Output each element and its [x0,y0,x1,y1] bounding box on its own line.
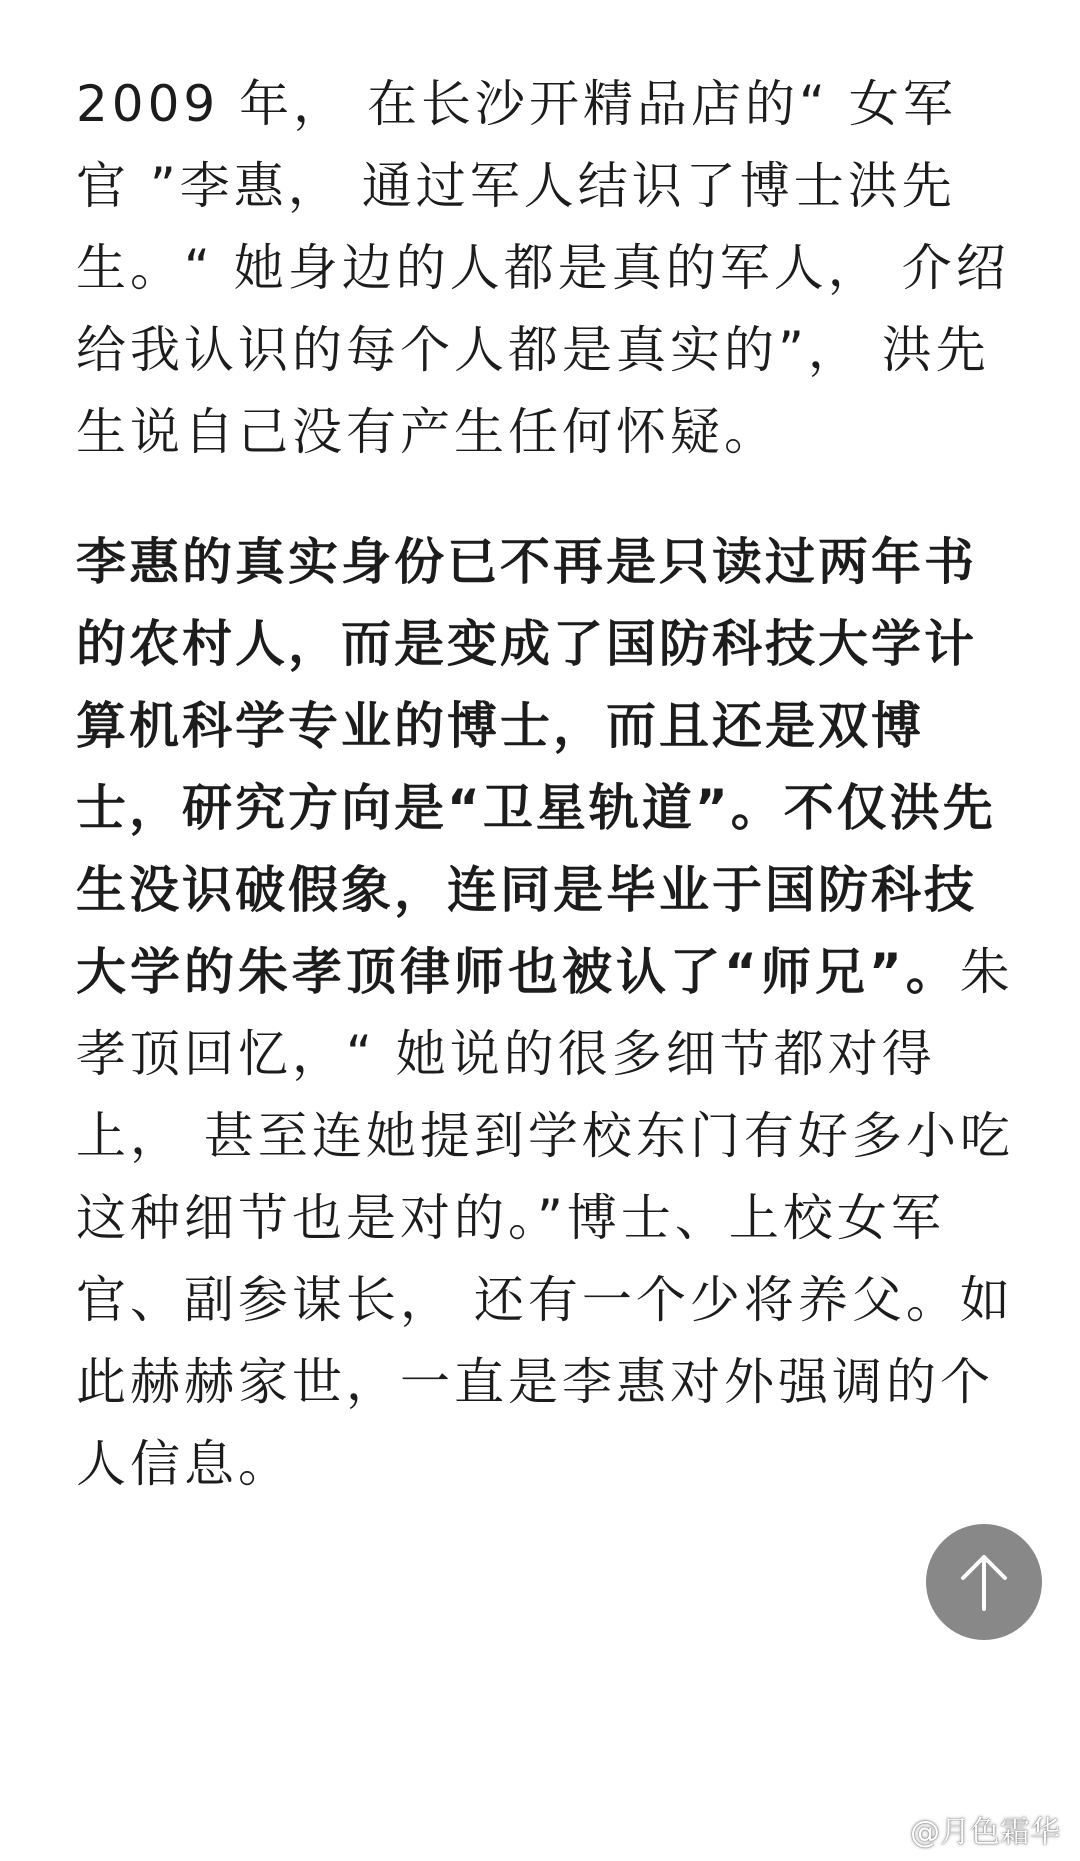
paragraph-2-line-12: 人信息。 [76,1435,292,1493]
paragraph-1-line-2: 官 ”李惠， 通过军人结识了博士洪先 [76,157,956,215]
paragraph-2-line-8: 上， 甚至连她提到学校东门有好多小吃 [76,1107,1014,1165]
paragraph-1-line-3: 生。“ 她身边的人都是真的军人， 介绍 [76,239,1010,297]
paragraph-2-line-2: 的农村人，而是变成了国防科技大学计 [76,615,977,673]
paragraph-1-line-4: 给我认识的每个人都是真实的”， 洪先 [76,321,990,379]
paragraph-2-line-3: 算机科学专业的博士，而且还是双博 [76,697,924,755]
paragraph-2-line-4: 士，研究方向是“卫星轨道”。不仅洪先 [76,779,996,837]
paragraph-2-line-5: 生没识破假象，连同是毕业于国防科技 [76,861,977,919]
paragraph-2-line-10: 官、副参谋长， 还有一个少将养父。如 [76,1271,1014,1329]
paragraph-1-line-5: 生说自己没有产生任何怀疑。 [76,403,778,461]
paragraph-2-line-1: 李惠的真实身份已不再是只读过两年书 [76,533,977,591]
watermark [860,1809,1060,1849]
paragraph-2-line-7: 孝顶回忆，“ 她说的很多细节都对得 [76,1025,936,1083]
weibo-logo-icon [860,1812,904,1846]
paragraph-2-line-6 [76,942,1014,1006]
paragraph-1-line-1: 2009 年， 在长沙开精品店的“ 女军 [76,75,957,133]
paragraph-2-line-6-bold: 大学的朱孝顶律师也被认了“师兄”。 [76,943,960,1001]
arrow-up-icon [949,1547,1019,1617]
watermark-text: @月色霜华 [910,1815,1060,1850]
paragraph-2-line-11: 此赫赫家世，一直是李惠对外强调的个 [76,1353,994,1411]
paragraph-2-line-6-normal: 朱 [959,943,1014,1001]
scroll-to-top-button[interactable] [926,1524,1042,1640]
paragraph-2-line-9: 这种细节也是对的。”博士、上校女军 [76,1189,945,1247]
